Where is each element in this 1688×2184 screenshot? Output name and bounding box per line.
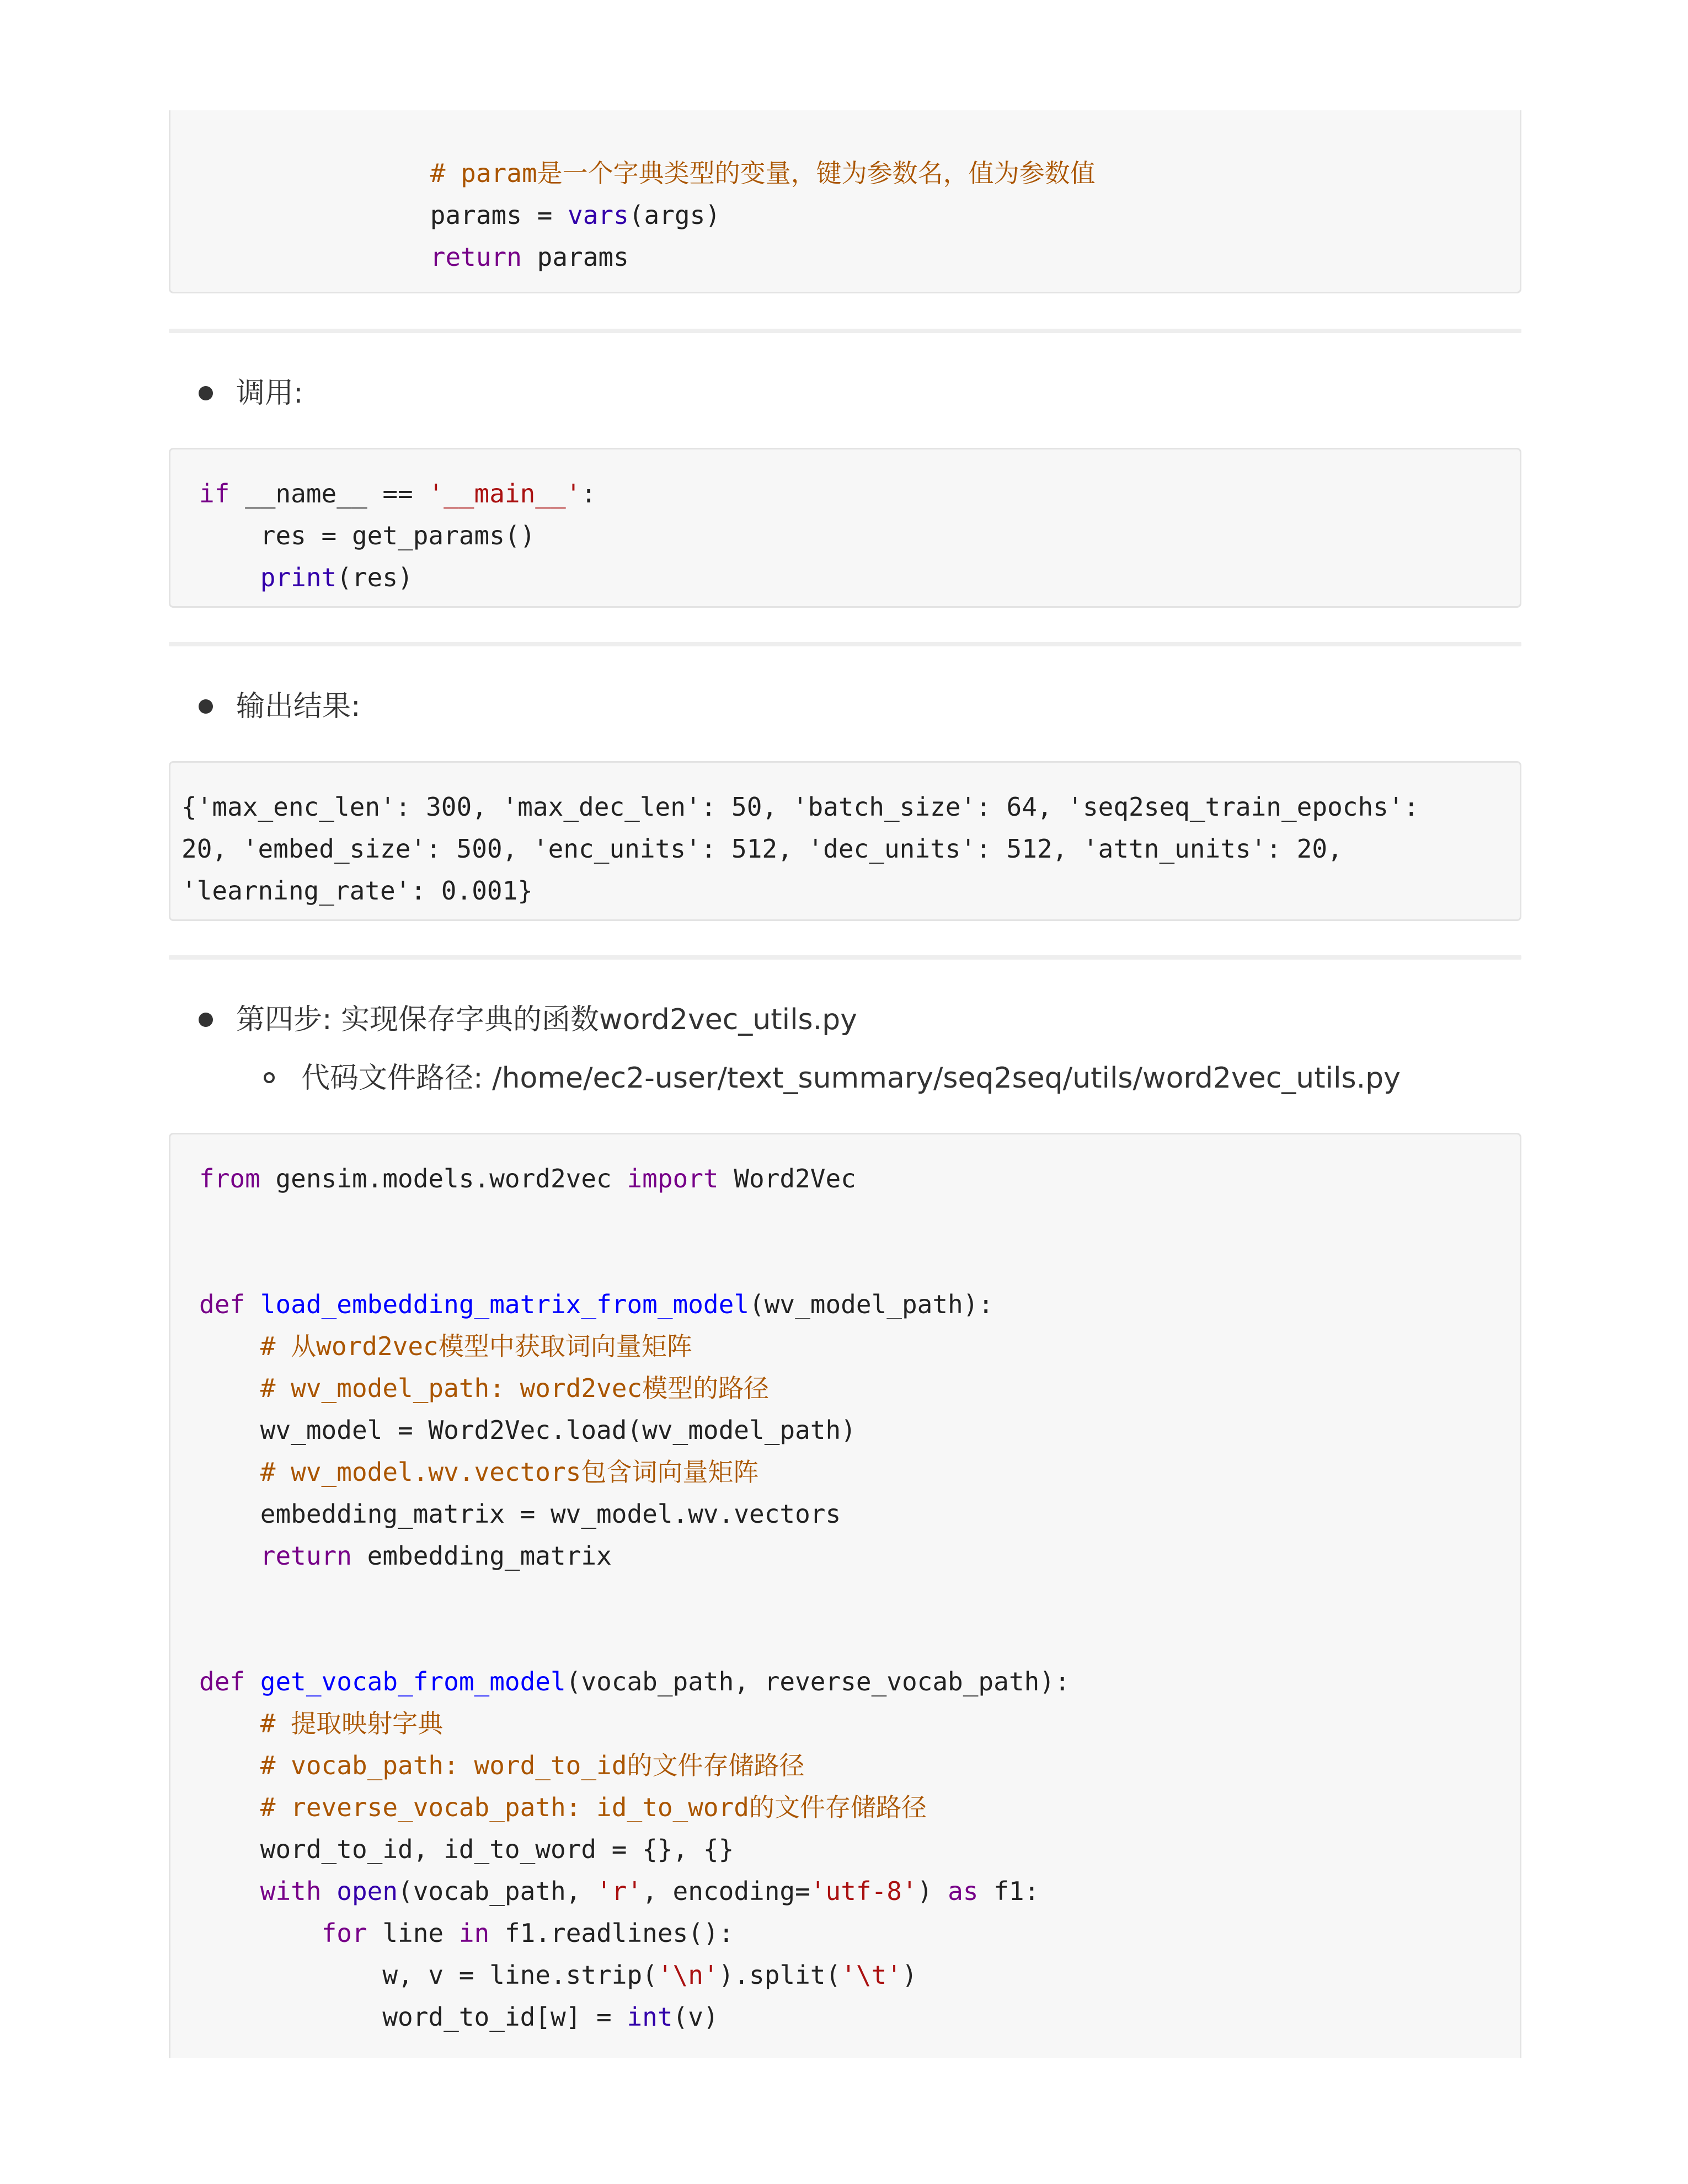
code-token [199, 1541, 260, 1571]
code-line [199, 1703, 1070, 1744]
code-line [199, 1744, 1070, 1786]
code-token: 'utf-8' [810, 1876, 917, 1906]
code-line [181, 786, 1419, 828]
code-token: wv_model = Word2Vec.load(wv_model_path) [199, 1415, 856, 1445]
code-token [199, 563, 260, 592]
divider [169, 642, 1521, 646]
code-token: : [581, 479, 597, 508]
code-content [369, 152, 1096, 278]
code-token: return [260, 1541, 352, 1571]
code-content [181, 786, 1419, 912]
code-token: # 从word2vec模型中获取词向量矩阵 [260, 1331, 692, 1361]
bullet-dot [199, 699, 213, 714]
code-content [199, 473, 596, 598]
code-token: for [321, 1918, 367, 1948]
code-token: gensim.models.word2vec [260, 1164, 627, 1193]
code-line [199, 515, 596, 556]
code-token: 'learning_rate': 0.001} [181, 876, 533, 906]
code-line [199, 1241, 1070, 1283]
code-token: # wv_model_path: word2vec模型的路径 [260, 1373, 770, 1403]
code-token: ).split( [718, 1960, 841, 1990]
code-token: (vocab_path, [398, 1876, 597, 1906]
code-token: embedding_matrix [351, 1541, 612, 1571]
code-token: # vocab_path: word_to_id的文件存储路径 [260, 1751, 805, 1780]
code-line [199, 1954, 1070, 1996]
code-line [199, 1996, 1070, 2038]
code-token: return [430, 242, 522, 272]
code-token: vars [568, 200, 629, 230]
code-token [199, 1457, 260, 1487]
code-line [369, 194, 1096, 236]
code-token: ) [901, 1960, 917, 1990]
bullet-dot [199, 386, 213, 400]
code-line [199, 1619, 1070, 1661]
code-token: ) [917, 1876, 948, 1906]
code-token [199, 1331, 260, 1361]
code-token: embedding_matrix = wv_model.wv.vectors [199, 1499, 841, 1529]
code-token [199, 1373, 260, 1403]
code-token: as [948, 1876, 979, 1906]
code-token: (v) [672, 2002, 719, 2032]
code-token: '\n' [657, 1960, 719, 1990]
code-line [199, 1451, 1070, 1493]
code-token: with [260, 1876, 322, 1906]
code-token: params [521, 242, 629, 272]
code-content [199, 1158, 1070, 2038]
code-token: word_to_id[w] = [199, 2002, 627, 2032]
code-token: int [627, 2002, 673, 2032]
code-line [199, 1200, 1070, 1241]
code-line [199, 473, 596, 515]
code-token: {'max_enc_len': 300, 'max_dec_len': 50, 'batch_size': 64, 'seq2seq_train_epochs': [181, 792, 1419, 822]
code-token: # reverse_vocab_path: id_to_word的文件存储路径 [260, 1792, 927, 1822]
sub-bullet-ring [264, 1072, 275, 1083]
code-token: (res) [336, 563, 413, 592]
bullet-dot [199, 1013, 213, 1027]
code-token [245, 1667, 260, 1696]
code-token [199, 1751, 260, 1780]
code-line [199, 1535, 1070, 1577]
code-token: print [260, 563, 337, 592]
code-token: from [199, 1164, 260, 1193]
code-line [199, 1912, 1070, 1954]
code-token [322, 1876, 337, 1906]
code-token: __name__ == [229, 479, 429, 508]
code-line [199, 1367, 1070, 1409]
code-token: import [627, 1164, 719, 1193]
code-token: in [458, 1918, 490, 1948]
code-line [199, 1158, 1070, 1200]
code-token: 'r' [596, 1876, 643, 1906]
code-token [245, 1289, 260, 1319]
code-token: f1.readlines(): [489, 1918, 734, 1948]
code-token: # 提取映射字典 [260, 1709, 444, 1738]
bullet-output-label: 输出结果: [236, 690, 361, 723]
code-line [199, 1493, 1070, 1535]
code-token: def [199, 1667, 245, 1696]
code-token: open [336, 1876, 398, 1906]
code-line [199, 1325, 1070, 1367]
code-token: (args) [628, 200, 720, 230]
code-token: params = [369, 200, 568, 230]
code-token: w, v = line.strip( [199, 1960, 658, 1990]
code-block-output [169, 761, 1521, 921]
code-line [369, 152, 1096, 194]
code-line [199, 556, 596, 598]
divider [169, 955, 1521, 960]
code-line [181, 870, 1419, 912]
code-token: # param是一个字典类型的变量，键为参数名，值为参数值 [430, 158, 1096, 188]
code-block-main-call [169, 448, 1521, 608]
code-token: (vocab_path, reverse_vocab_path): [565, 1667, 1070, 1696]
code-token [369, 242, 430, 272]
code-token [369, 158, 430, 188]
code-token [199, 1709, 260, 1738]
code-token: , encoding= [642, 1876, 810, 1906]
code-block-word2vec-utils [169, 1133, 1521, 2058]
code-token: 20, 'embed_size': 500, 'enc_units': 512, 'dec_units': 512, 'attn_units': 20, [181, 834, 1343, 864]
code-line [199, 1828, 1070, 1870]
code-token: '\t' [841, 1960, 902, 1990]
code-token: # wv_model.wv.vectors包含词向量矩阵 [260, 1457, 759, 1487]
code-line [199, 1409, 1070, 1451]
sub-bullet-path-label: 代码文件路径: /home/ec2-user/text_summary/seq2seq/utils/word2vec_utils.py [301, 1062, 1401, 1095]
code-token: f1: [978, 1876, 1040, 1906]
code-token: Word2Vec [718, 1164, 856, 1193]
code-line [181, 828, 1419, 870]
code-block-get-params-tail [169, 110, 1521, 293]
code-line [199, 1870, 1070, 1912]
bullet-call-label: 调用: [236, 377, 303, 410]
code-token: def [199, 1289, 245, 1319]
code-token: if [199, 479, 230, 508]
code-token [199, 1792, 260, 1822]
code-line [199, 1283, 1070, 1325]
code-token: '__main__' [428, 479, 581, 508]
code-token: word_to_id, id_to_word = {}, {} [199, 1834, 734, 1864]
code-token: line [367, 1918, 459, 1948]
code-line [369, 236, 1096, 278]
code-line [199, 1577, 1070, 1619]
code-line [199, 1786, 1070, 1828]
code-token [199, 1918, 322, 1948]
code-token: load_embedding_matrix_from_model [260, 1289, 750, 1319]
code-line [199, 1661, 1070, 1703]
code-token: get_vocab_from_model [260, 1667, 566, 1696]
code-token [199, 1876, 260, 1906]
bullet-step4-label: 第四步: 实现保存字典的函数word2vec_utils.py [236, 1003, 857, 1036]
divider [169, 329, 1521, 333]
code-token: (wv_model_path): [749, 1289, 994, 1319]
code-token: res = get_params() [199, 521, 536, 550]
